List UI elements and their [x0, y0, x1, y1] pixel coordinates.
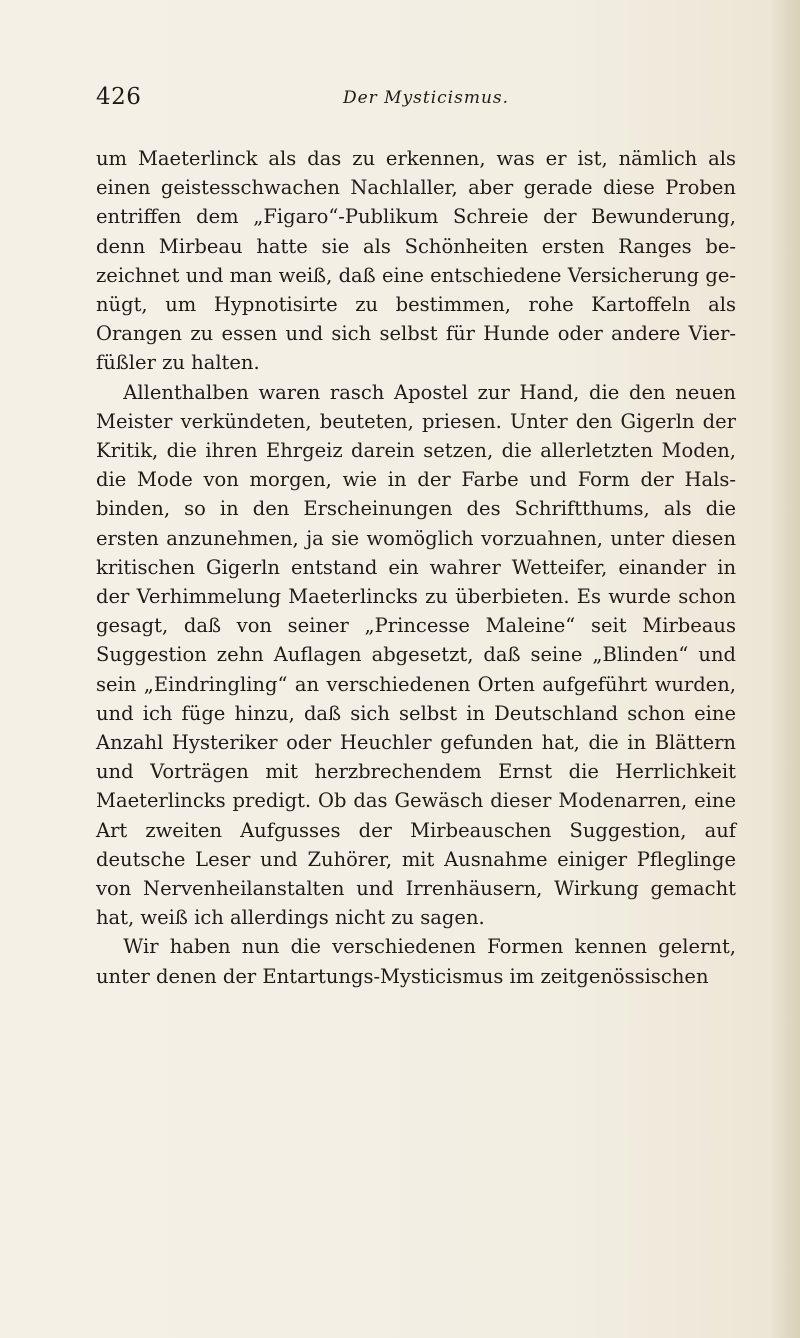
page-header — [96, 84, 736, 120]
running-title: Der Mysticismus. — [342, 88, 510, 108]
page-number: 426 — [96, 84, 142, 110]
page-edge-shadow — [770, 0, 800, 1338]
paragraph-1: um Maeterlinck als das zu erkennen, was er ist, nämlich als einen geistesschwachen Nachlaller, aber gerade diese Proben entriffen dem „Figaro“-Publikum Schreie der Bewunderung, denn Mirbeau hatte sie als Schönheiten ersten Ranges be-zeichnet und man weiß, daß eine entschiedene Versicherung ge-nügt, um Hypnotisirte zu bestimmen, rohe Kartoffeln als Orangen zu essen und sich selbst für Hunde oder andere Vier-füßler zu halten. — [96, 147, 736, 375]
body-text — [96, 144, 736, 991]
paragraph-2: Allenthalben waren rasch Apostel zur Hand, die den neuen Meister verkündeten, beuteten, priesen. Unter den Gigerln der Kritik, die ihren Ehrgeiz darein setzen, die allerletzten Moden, die Mode von morgen, wie in der Farbe und Form der Hals-binden, so in den Erscheinungen des Schriftthums, als die ersten anzunehmen, ja sie womöglich vorzuahnen, unter diesen kritischen Gigerln entstand ein wahrer Wetteifer, einander in der Verhimmelung Maeterlincks zu überbieten. Es wurde schon gesagt, daß von seiner „Princesse Maleine“ seit Mirbeaus Suggestion zehn Auflagen abgesetzt, daß seine „Blinden“ und sein „Eindringling“ an verschiedenen Orten aufgeführt wurden, und ich füge hinzu, daß sich selbst in Deutschland schon eine Anzahl Hysteriker oder Heuchler gefunden hat, die in Blättern und Vorträgen mit herzbrechendem Ernst die Herrlichkeit Maeterlincks predigt. Ob das Gewäsch dieser Modenarren, eine Art zweiten Aufgusses der Mirbeauschen Suggestion, auf deutsche Leser und Zuhörer, mit Ausnahme einiger Pfleglinge von Nervenheilanstalten und Irrenhäusern, Wirkung gemacht hat, weiß ich allerdings nicht zu sagen. — [96, 380, 736, 930]
paragraph-3: Wir haben nun die verschiedenen Formen kennen gelernt, unter denen der Entartungs-Mysticismus im zeitgenössischen — [96, 935, 736, 988]
